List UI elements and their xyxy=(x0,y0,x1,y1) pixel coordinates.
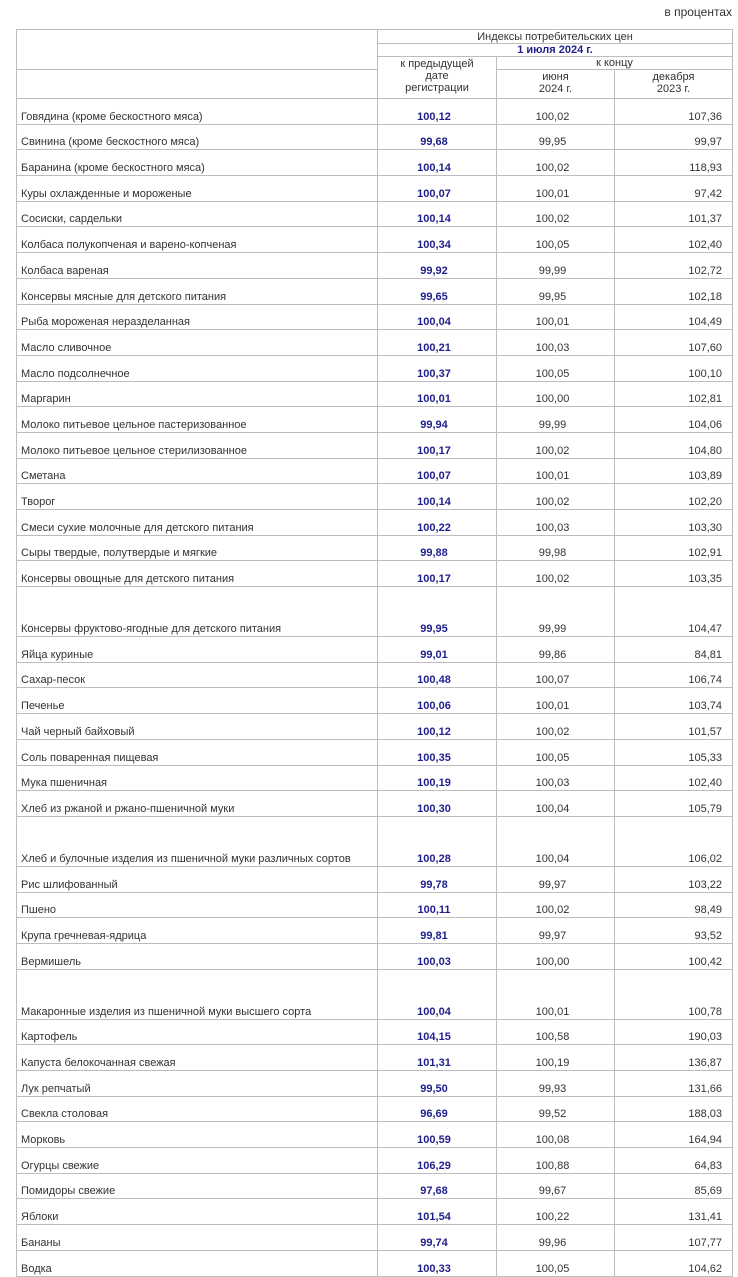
row-june-index: 100,02 xyxy=(497,150,615,176)
row-prev-index: 100,06 xyxy=(378,688,497,714)
row-name: Мука пшеничная xyxy=(17,765,378,791)
row-name: Пшено xyxy=(17,892,378,918)
row-dec-index: 105,33 xyxy=(615,739,733,765)
row-name: Капуста белокочанная свежая xyxy=(17,1045,378,1071)
row-june-index: 100,01 xyxy=(497,458,615,484)
row-name: Огурцы свежие xyxy=(17,1148,378,1174)
row-dec-index: 106,02 xyxy=(615,816,733,866)
table-body xyxy=(17,99,733,1277)
row-name: Консервы овощные для детского питания xyxy=(17,561,378,587)
row-name: Консервы фруктово-ягодные для детского питания xyxy=(17,587,378,637)
row-prev-index: 100,03 xyxy=(378,943,497,969)
row-name: Водка xyxy=(17,1250,378,1276)
row-dec-index: 107,77 xyxy=(615,1225,733,1251)
table-row xyxy=(17,866,733,892)
row-june-index: 99,95 xyxy=(497,124,615,150)
row-june-index: 100,02 xyxy=(497,201,615,227)
table-row xyxy=(17,407,733,433)
table-row xyxy=(17,816,733,866)
row-dec-index: 64,83 xyxy=(615,1148,733,1174)
row-name: Хлеб и булочные изделия из пшеничной муки различных сортов xyxy=(17,816,378,866)
row-prev-index: 100,17 xyxy=(378,561,497,587)
row-june-index: 99,96 xyxy=(497,1225,615,1251)
table-row xyxy=(17,1173,733,1199)
table-row xyxy=(17,1071,733,1097)
header-empty-cell-2 xyxy=(17,70,378,99)
table-row xyxy=(17,943,733,969)
row-dec-index: 100,10 xyxy=(615,355,733,381)
row-prev-index: 100,11 xyxy=(378,892,497,918)
row-dec-index: 102,72 xyxy=(615,253,733,279)
row-dec-index: 104,06 xyxy=(615,407,733,433)
row-june-index: 100,05 xyxy=(497,227,615,253)
row-prev-index: 100,04 xyxy=(378,304,497,330)
row-prev-index: 101,54 xyxy=(378,1199,497,1225)
row-june-index: 100,04 xyxy=(497,791,615,817)
row-dec-index: 97,42 xyxy=(615,176,733,202)
row-prev-index: 100,14 xyxy=(378,484,497,510)
row-name: Консервы мясные для детского питания xyxy=(17,278,378,304)
row-dec-index: 101,57 xyxy=(615,714,733,740)
row-name: Сосиски, сардельки xyxy=(17,201,378,227)
row-june-index: 99,52 xyxy=(497,1096,615,1122)
row-june-index: 100,02 xyxy=(497,892,615,918)
row-prev-index: 100,19 xyxy=(378,765,497,791)
row-june-index: 100,01 xyxy=(497,969,615,1019)
row-name: Картофель xyxy=(17,1019,378,1045)
header-col-dec: декабря 2023 г. xyxy=(615,70,733,99)
row-name: Чай черный байховый xyxy=(17,714,378,740)
row-name: Помидоры свежие xyxy=(17,1173,378,1199)
row-prev-index: 101,31 xyxy=(378,1045,497,1071)
row-prev-index: 100,22 xyxy=(378,510,497,536)
table-row xyxy=(17,99,733,125)
row-dec-index: 100,42 xyxy=(615,943,733,969)
row-dec-index: 118,93 xyxy=(615,150,733,176)
row-name: Рис шлифованный xyxy=(17,866,378,892)
row-june-index: 100,02 xyxy=(497,99,615,125)
row-prev-index: 100,07 xyxy=(378,458,497,484)
row-name: Яйца куриные xyxy=(17,637,378,663)
row-dec-index: 101,37 xyxy=(615,201,733,227)
header-group: Индексы потребительских цен xyxy=(378,30,733,44)
table-row xyxy=(17,535,733,561)
table-row xyxy=(17,892,733,918)
row-prev-index: 100,37 xyxy=(378,355,497,381)
row-prev-index: 97,68 xyxy=(378,1173,497,1199)
row-june-index: 100,03 xyxy=(497,510,615,536)
table-row xyxy=(17,1148,733,1174)
row-name: Макаронные изделия из пшеничной муки высшего сорта xyxy=(17,969,378,1019)
row-june-index: 99,98 xyxy=(497,535,615,561)
table-row xyxy=(17,662,733,688)
row-name: Рыба мороженая неразделанная xyxy=(17,304,378,330)
row-june-index: 100,05 xyxy=(497,355,615,381)
header-empty-cell xyxy=(17,30,378,70)
row-name: Лук репчатый xyxy=(17,1071,378,1097)
row-dec-index: 102,18 xyxy=(615,278,733,304)
table-row xyxy=(17,688,733,714)
row-june-index: 100,03 xyxy=(497,765,615,791)
table-row xyxy=(17,458,733,484)
row-name: Свекла столовая xyxy=(17,1096,378,1122)
row-prev-index: 99,01 xyxy=(378,637,497,663)
row-prev-index: 96,69 xyxy=(378,1096,497,1122)
row-name: Хлеб из ржаной и ржано-пшеничной муки xyxy=(17,791,378,817)
table-row xyxy=(17,150,733,176)
row-dec-index: 85,69 xyxy=(615,1173,733,1199)
row-prev-index: 99,95 xyxy=(378,587,497,637)
table-row xyxy=(17,561,733,587)
table-row xyxy=(17,278,733,304)
row-name: Сметана xyxy=(17,458,378,484)
row-prev-index: 100,14 xyxy=(378,201,497,227)
row-name: Крупа гречневая-ядрица xyxy=(17,918,378,944)
row-june-index: 100,58 xyxy=(497,1019,615,1045)
row-dec-index: 104,80 xyxy=(615,432,733,458)
row-june-index: 100,03 xyxy=(497,330,615,356)
row-name: Печенье xyxy=(17,688,378,714)
row-prev-index: 99,81 xyxy=(378,918,497,944)
row-dec-index: 84,81 xyxy=(615,637,733,663)
header-col-end: к концу xyxy=(497,57,733,70)
row-dec-index: 103,22 xyxy=(615,866,733,892)
table-row xyxy=(17,1250,733,1276)
row-dec-index: 98,49 xyxy=(615,892,733,918)
row-prev-index: 99,74 xyxy=(378,1225,497,1251)
row-prev-index: 106,29 xyxy=(378,1148,497,1174)
row-name: Морковь xyxy=(17,1122,378,1148)
row-name: Куры охлажденные и мороженые xyxy=(17,176,378,202)
row-name: Баранина (кроме бескостного мяса) xyxy=(17,150,378,176)
row-june-index: 100,08 xyxy=(497,1122,615,1148)
row-prev-index: 99,50 xyxy=(378,1071,497,1097)
row-dec-index: 103,74 xyxy=(615,688,733,714)
row-name: Вермишель xyxy=(17,943,378,969)
table-row xyxy=(17,510,733,536)
row-dec-index: 131,41 xyxy=(615,1199,733,1225)
row-prev-index: 100,34 xyxy=(378,227,497,253)
row-dec-index: 103,30 xyxy=(615,510,733,536)
table-row xyxy=(17,1199,733,1225)
row-june-index: 100,00 xyxy=(497,381,615,407)
table-row xyxy=(17,637,733,663)
row-dec-index: 100,78 xyxy=(615,969,733,1019)
table-row xyxy=(17,253,733,279)
row-june-index: 100,02 xyxy=(497,714,615,740)
row-dec-index: 102,40 xyxy=(615,765,733,791)
row-june-index: 100,01 xyxy=(497,176,615,202)
row-dec-index: 99,97 xyxy=(615,124,733,150)
table-row xyxy=(17,304,733,330)
row-dec-index: 107,36 xyxy=(615,99,733,125)
row-june-index: 99,95 xyxy=(497,278,615,304)
row-prev-index: 99,65 xyxy=(378,278,497,304)
row-dec-index: 107,60 xyxy=(615,330,733,356)
table-row xyxy=(17,124,733,150)
row-name: Сыры твердые, полутвердые и мягкие xyxy=(17,535,378,561)
row-name: Смеси сухие молочные для детского питания xyxy=(17,510,378,536)
row-dec-index: 104,49 xyxy=(615,304,733,330)
table-row xyxy=(17,969,733,1019)
row-june-index: 100,02 xyxy=(497,561,615,587)
row-june-index: 100,19 xyxy=(497,1045,615,1071)
row-june-index: 99,86 xyxy=(497,637,615,663)
row-name: Колбаса вареная xyxy=(17,253,378,279)
row-name: Говядина (кроме бескостного мяса) xyxy=(17,99,378,125)
row-dec-index: 104,62 xyxy=(615,1250,733,1276)
row-name: Молоко питьевое цельное стерилизованное xyxy=(17,432,378,458)
row-dec-index: 93,52 xyxy=(615,918,733,944)
row-prev-index: 100,12 xyxy=(378,99,497,125)
row-prev-index: 100,48 xyxy=(378,662,497,688)
row-prev-index: 100,17 xyxy=(378,432,497,458)
row-june-index: 100,02 xyxy=(497,484,615,510)
table-row xyxy=(17,1122,733,1148)
table-row xyxy=(17,1225,733,1251)
table-row xyxy=(17,201,733,227)
row-prev-index: 104,15 xyxy=(378,1019,497,1045)
row-dec-index: 188,03 xyxy=(615,1096,733,1122)
row-prev-index: 100,28 xyxy=(378,816,497,866)
row-dec-index: 103,89 xyxy=(615,458,733,484)
row-prev-index: 100,35 xyxy=(378,739,497,765)
table-header xyxy=(17,30,733,99)
row-june-index: 99,99 xyxy=(497,407,615,433)
row-prev-index: 100,14 xyxy=(378,150,497,176)
row-dec-index: 190,03 xyxy=(615,1019,733,1045)
row-prev-index: 99,78 xyxy=(378,866,497,892)
table-row xyxy=(17,176,733,202)
row-june-index: 99,99 xyxy=(497,587,615,637)
table-row xyxy=(17,1045,733,1071)
row-june-index: 100,00 xyxy=(497,943,615,969)
row-dec-index: 104,47 xyxy=(615,587,733,637)
row-prev-index: 100,07 xyxy=(378,176,497,202)
header-col-june: июня 2024 г. xyxy=(497,70,615,99)
header-date: 1 июля 2024 г. xyxy=(378,44,733,57)
table-row xyxy=(17,765,733,791)
row-name: Свинина (кроме бескостного мяса) xyxy=(17,124,378,150)
row-dec-index: 136,87 xyxy=(615,1045,733,1071)
row-name: Масло подсолнечное xyxy=(17,355,378,381)
row-prev-index: 99,88 xyxy=(378,535,497,561)
table-row xyxy=(17,714,733,740)
row-dec-index: 164,94 xyxy=(615,1122,733,1148)
table-row xyxy=(17,1096,733,1122)
row-june-index: 100,07 xyxy=(497,662,615,688)
row-june-index: 100,01 xyxy=(497,304,615,330)
table-row xyxy=(17,355,733,381)
table-row xyxy=(17,587,733,637)
row-name: Бананы xyxy=(17,1225,378,1251)
row-june-index: 100,04 xyxy=(497,816,615,866)
row-prev-index: 99,68 xyxy=(378,124,497,150)
row-prev-index: 100,12 xyxy=(378,714,497,740)
row-june-index: 100,05 xyxy=(497,1250,615,1276)
row-dec-index: 102,20 xyxy=(615,484,733,510)
table-row xyxy=(17,1019,733,1045)
row-prev-index: 100,33 xyxy=(378,1250,497,1276)
row-prev-index: 100,04 xyxy=(378,969,497,1019)
row-dec-index: 102,91 xyxy=(615,535,733,561)
header-col-prev: к предыдущей дате регистрации xyxy=(378,57,497,99)
row-prev-index: 100,30 xyxy=(378,791,497,817)
row-june-index: 99,97 xyxy=(497,918,615,944)
row-june-index: 99,99 xyxy=(497,253,615,279)
row-prev-index: 99,94 xyxy=(378,407,497,433)
row-name: Молоко питьевое цельное пастеризованное xyxy=(17,407,378,433)
row-dec-index: 102,40 xyxy=(615,227,733,253)
table-row xyxy=(17,432,733,458)
table-row xyxy=(17,227,733,253)
cpi-table xyxy=(16,29,733,1277)
table-row xyxy=(17,739,733,765)
table-row xyxy=(17,381,733,407)
table-row xyxy=(17,484,733,510)
unit-note: в процентах xyxy=(664,5,732,19)
row-dec-index: 131,66 xyxy=(615,1071,733,1097)
row-dec-index: 102,81 xyxy=(615,381,733,407)
row-name: Колбаса полукопченая и варено-копченая xyxy=(17,227,378,253)
table-row xyxy=(17,330,733,356)
row-name: Яблоки xyxy=(17,1199,378,1225)
row-june-index: 99,93 xyxy=(497,1071,615,1097)
row-dec-index: 103,35 xyxy=(615,561,733,587)
table-row xyxy=(17,791,733,817)
row-june-index: 100,05 xyxy=(497,739,615,765)
row-prev-index: 100,59 xyxy=(378,1122,497,1148)
row-june-index: 99,67 xyxy=(497,1173,615,1199)
row-prev-index: 100,01 xyxy=(378,381,497,407)
row-dec-index: 105,79 xyxy=(615,791,733,817)
row-name: Сахар-песок xyxy=(17,662,378,688)
row-name: Творог xyxy=(17,484,378,510)
row-june-index: 100,88 xyxy=(497,1148,615,1174)
row-june-index: 100,02 xyxy=(497,432,615,458)
row-name: Соль поваренная пищевая xyxy=(17,739,378,765)
table-row xyxy=(17,918,733,944)
row-prev-index: 100,21 xyxy=(378,330,497,356)
row-june-index: 99,97 xyxy=(497,866,615,892)
row-june-index: 100,22 xyxy=(497,1199,615,1225)
row-dec-index: 106,74 xyxy=(615,662,733,688)
row-name: Маргарин xyxy=(17,381,378,407)
row-name: Масло сливочное xyxy=(17,330,378,356)
row-june-index: 100,01 xyxy=(497,688,615,714)
row-prev-index: 99,92 xyxy=(378,253,497,279)
